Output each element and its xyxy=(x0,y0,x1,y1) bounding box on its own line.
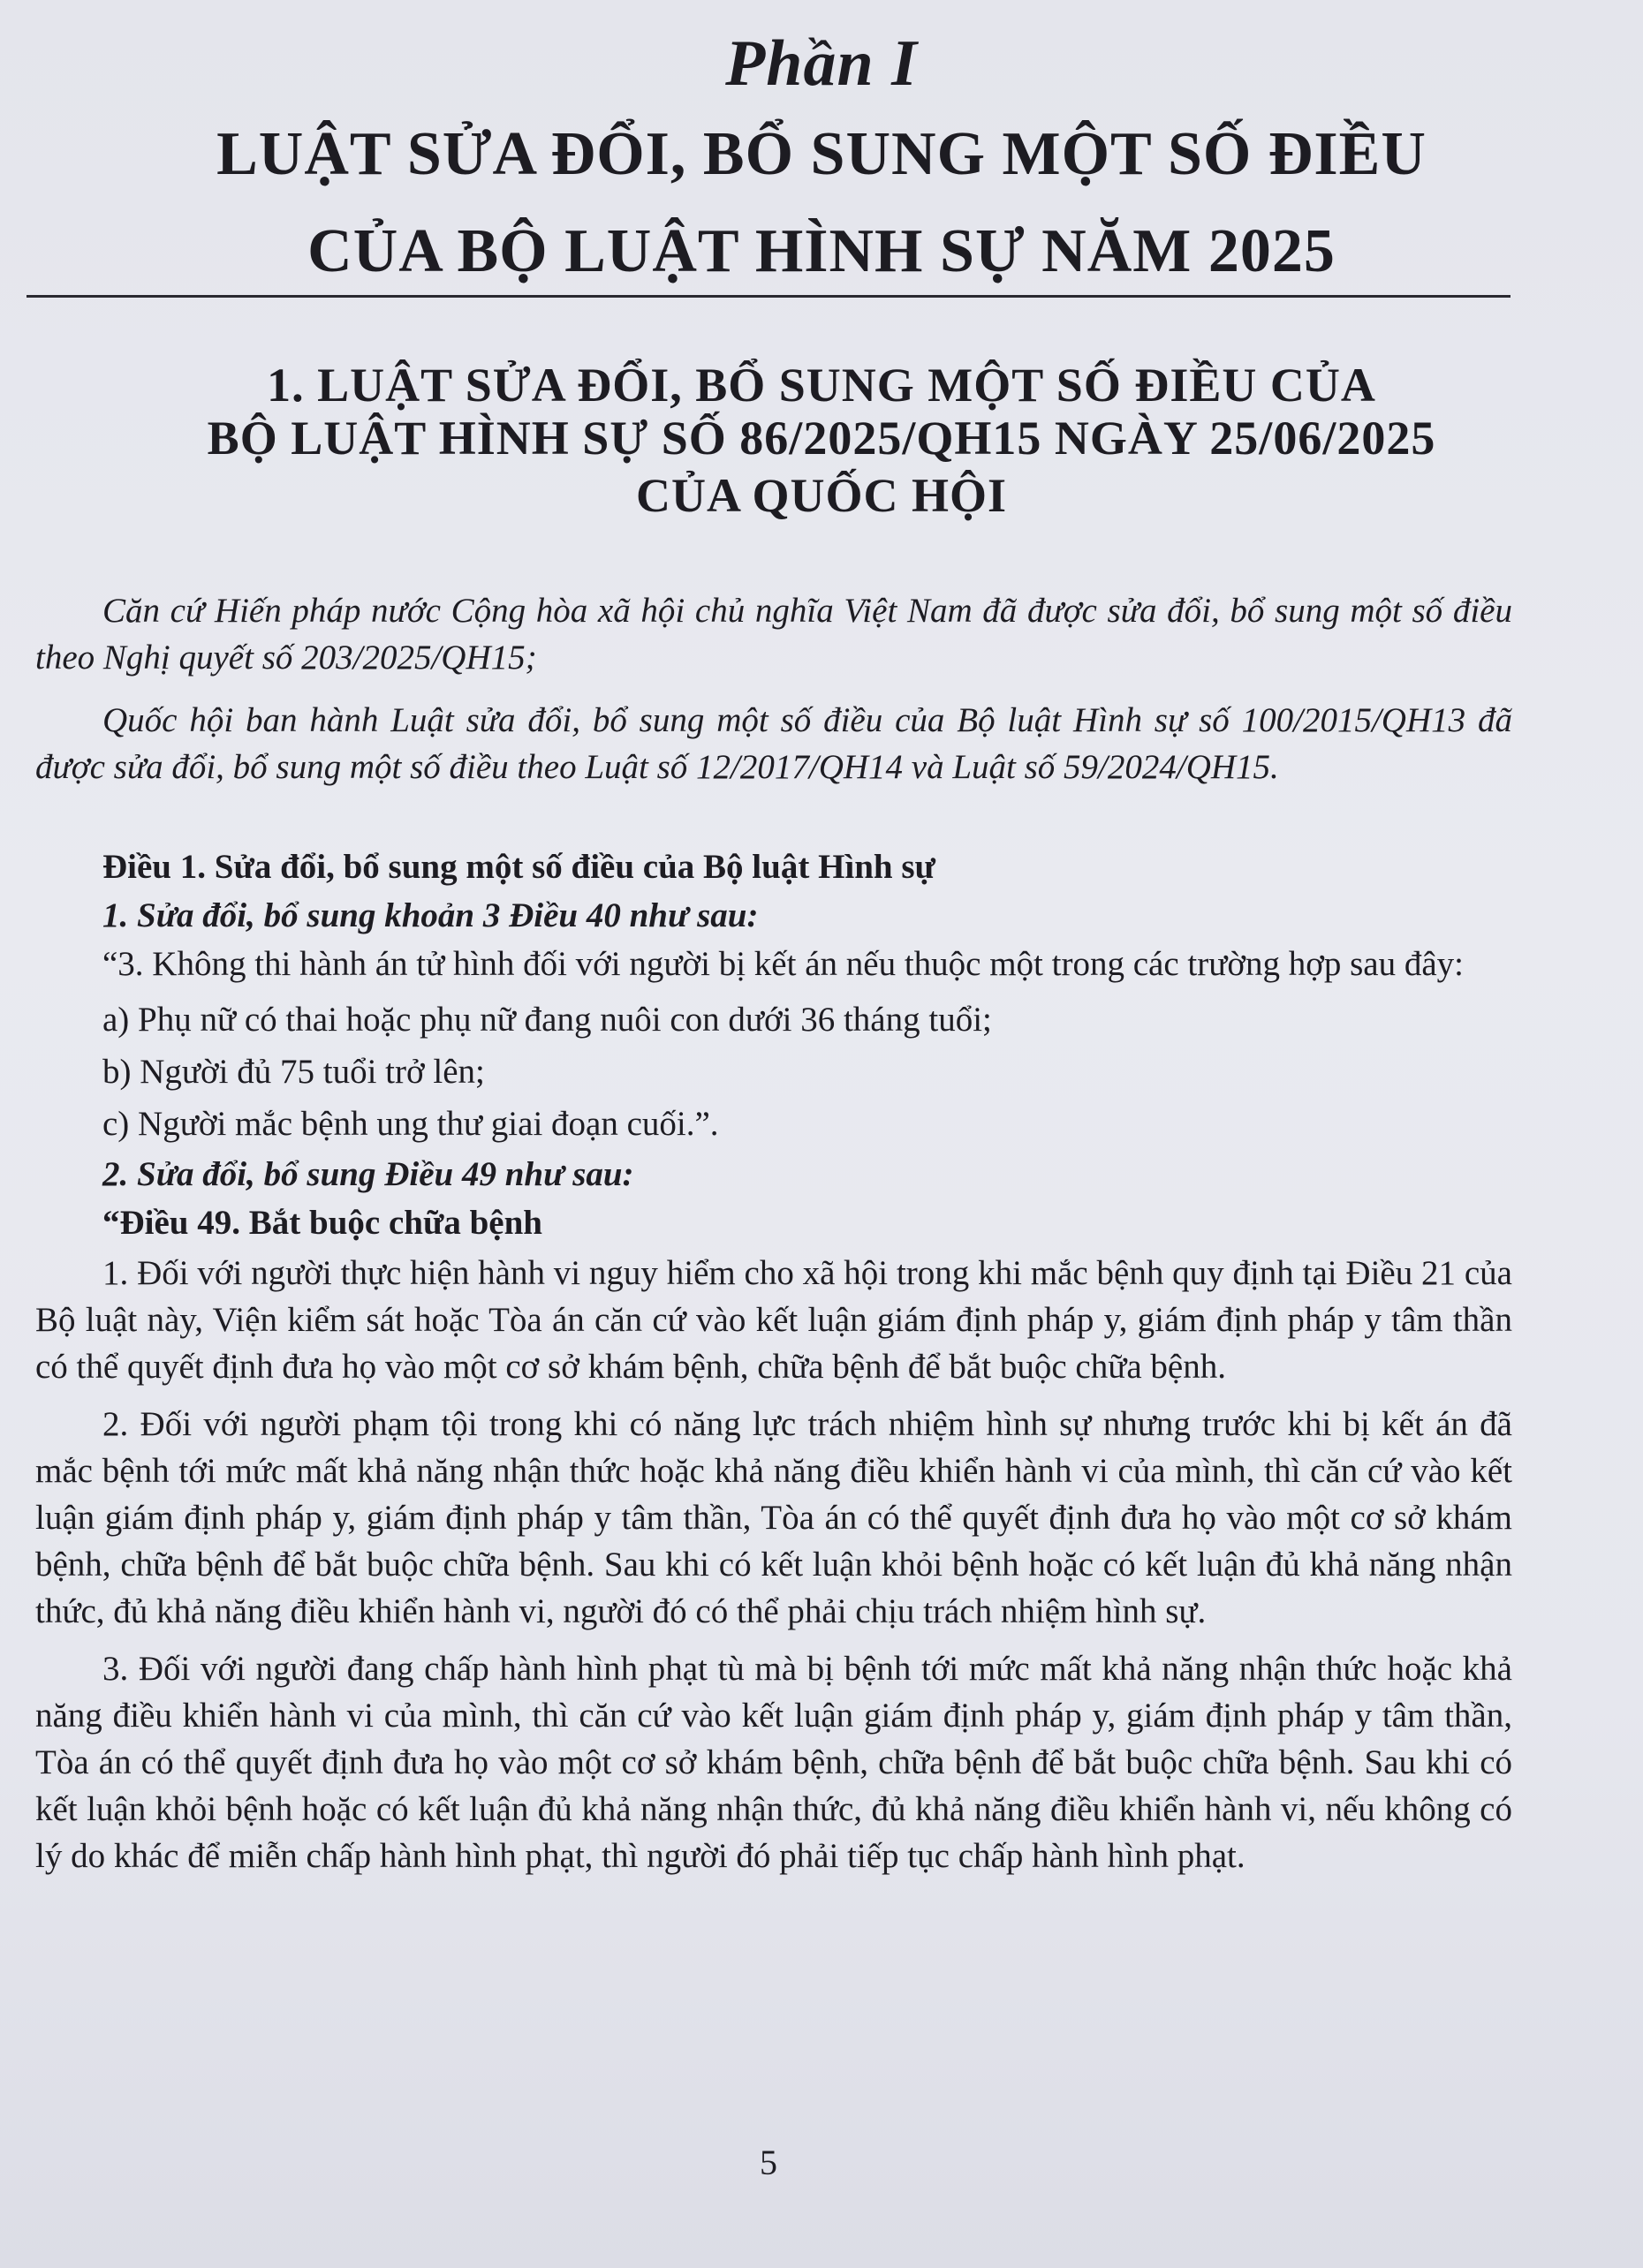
article-49-clause-2: 2. Đối với người phạm tội trong khi có năng lực trách nhiệm hình sự nhưng trước khi bị kết án đã mắc bệnh tới mức mất khả năng nhận thức hoặc khả năng điều khiển hành vi của mình, thì căn cứ vào kết luận giám định pháp y, giám định pháp y tâm thần, Tòa án có thể quyết định đưa họ vào một cơ sở khám bệnh, chữa bệnh để bắt buộc chữa bệnh. Sau khi có kết luận khỏi bệnh hoặc có kết luận đủ khả năng nhận thức, đủ khả năng điều khiển hành vi, người đó có thể phải chịu trách nhiệm hình sự. xyxy=(35,1405,1512,1630)
section-2-heading: 2. Sửa đổi, bổ sung Điều 49 như sau: xyxy=(102,1155,634,1193)
article-1-heading: Điều 1. Sửa đổi, bổ sung một số điều của Bộ luật Hình sự xyxy=(102,848,935,886)
list-item-c: c) Người mắc bệnh ung thư giai đoạn cuối.”. xyxy=(102,1105,719,1143)
section-1-paragraph: “3. Không thi hành án tử hình đối với người bị kết án nếu thuộc một trong các trường hợp sau đây: xyxy=(102,945,1464,983)
part-label: Phần I xyxy=(725,27,918,100)
document-title-line-1: LUẬT SỬA ĐỔI, BỔ SUNG MỘT SỐ ĐIỀU xyxy=(216,120,1427,188)
section-1-heading: 1. Sửa đổi, bổ sung khoản 3 Điều 40 như sau: xyxy=(102,896,759,934)
preamble xyxy=(35,587,1512,790)
law-title-line-1: 1. LUẬT SỬA ĐỔI, BỔ SUNG MỘT SỐ ĐIỀU CỦA xyxy=(267,359,1376,412)
law-title-line-3: CỦA QUỐC HỘI xyxy=(635,469,1008,522)
page-number: 5 xyxy=(760,2143,777,2182)
preamble-paragraph-1: Căn cứ Hiến pháp nước Cộng hòa xã hội chủ nghĩa Việt Nam đã được sửa đổi, bổ sung một số điều theo Nghị quyết số 203/2025/QH15; xyxy=(35,592,1512,677)
title-divider xyxy=(26,295,1510,298)
document-title-line-2: CỦA BỘ LUẬT HÌNH SỰ NĂM 2025 xyxy=(307,217,1336,285)
article-49-clause-3: 3. Đối với người đang chấp hành hình phạt tù mà bị bệnh tới mức mất khả năng nhận thức hoặc khả năng điều khiển hành vi của mình, thì căn cứ vào kết luận giám định pháp y, giám định pháp y tâm thần, Tòa án có thể quyết định đưa họ vào một cơ sở khám bệnh, chữa bệnh để bắt buộc chữa bệnh. Sau khi có kết luận khỏi bệnh hoặc có kết luận đủ khả năng nhận thức, đủ khả năng điều khiển hành vi, nếu không có lý do khác để miễn chấp hành hình phạt, thì người đó phải tiếp tục chấp hành hình phạt. xyxy=(35,1650,1512,1875)
list-item-b: b) Người đủ 75 tuổi trở lên; xyxy=(102,1053,485,1091)
article-49-heading: “Điều 49. Bắt buộc chữa bệnh xyxy=(102,1204,542,1242)
law-title-line-2: BỘ LUẬT HÌNH SỰ SỐ 86/2025/QH15 NGÀY 25/06/2025 xyxy=(207,412,1436,465)
article-1 xyxy=(35,843,1512,1879)
list-item-a: a) Phụ nữ có thai hoặc phụ nữ đang nuôi con dưới 36 tháng tuổi; xyxy=(102,1001,992,1039)
article-49-clause-1: 1. Đối với người thực hiện hành vi nguy hiểm cho xã hội trong khi mắc bệnh quy định tại Điều 21 của Bộ luật này, Viện kiểm sát hoặc Tòa án căn cứ vào kết luận giám định pháp y, giám định pháp y tâm thần có thể quyết định đưa họ vào một cơ sở khám bệnh, chữa bệnh để bắt buộc chữa bệnh. xyxy=(35,1254,1512,1386)
preamble-paragraph-2: Quốc hội ban hành Luật sửa đổi, bổ sung một số điều của Bộ luật Hình sự số 100/2015/QH13 đã được sửa đổi, bổ sung một số điều theo Luật số 12/2017/QH14 và Luật số 59/2024/QH15. xyxy=(35,701,1512,786)
